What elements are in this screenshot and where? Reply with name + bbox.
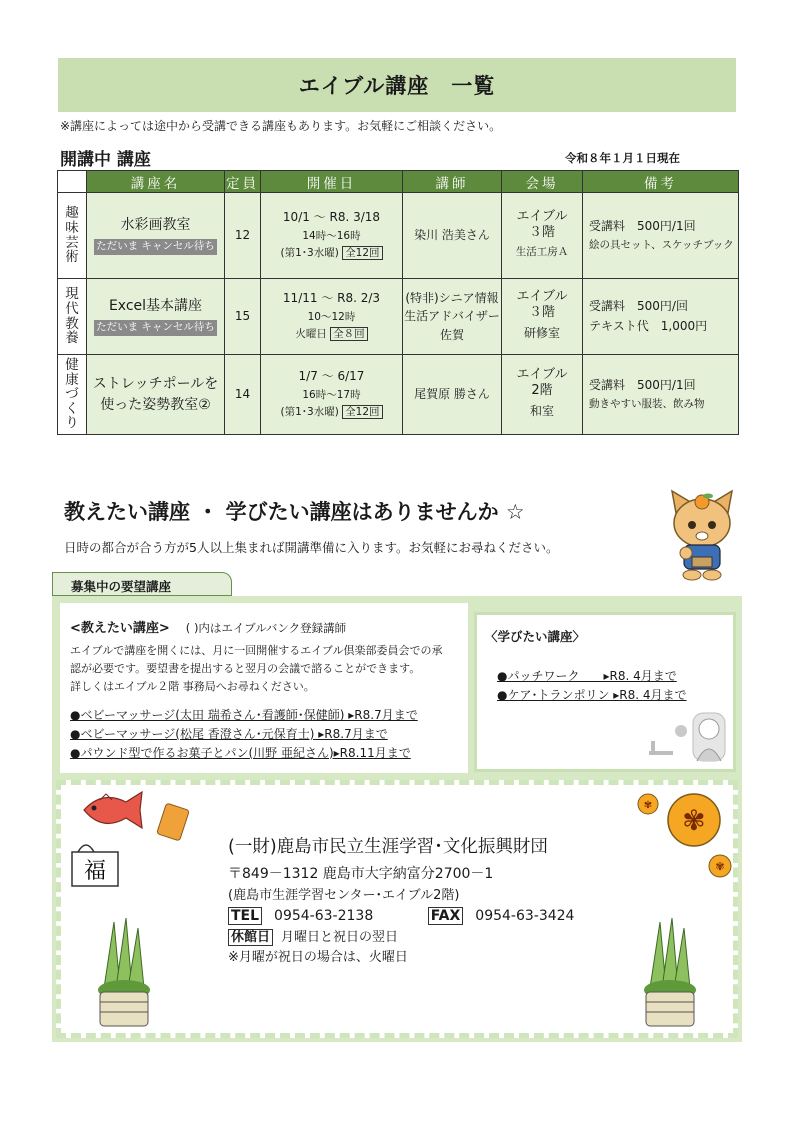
category-cell <box>58 355 87 435</box>
course-name-line2: 使った姿勢教室② <box>100 396 211 413</box>
schedule-day: (第1･3水曜) <box>280 406 339 419</box>
instructor-name: 尾賀原 勝さん <box>414 386 490 401</box>
notes-cell <box>583 193 739 279</box>
schedule-day: 火曜日 <box>295 328 327 341</box>
status-badge: ただいま キャンセル待ち <box>94 320 217 336</box>
venue-building: エイブル <box>516 289 568 304</box>
session-count: 全８回 <box>330 327 368 341</box>
instructor-line: 佐賀 <box>439 327 464 342</box>
fee-note: 受講料 500円/1回 <box>589 218 696 233</box>
mascot-illustration <box>662 487 742 583</box>
list-item: ●ケア･トランポリン ▸R8. 4月まで <box>497 688 687 703</box>
course-table <box>57 170 739 435</box>
header-cell: 講師 <box>403 171 502 193</box>
category-cell <box>58 279 87 355</box>
venue-cell <box>502 279 583 355</box>
table-row <box>58 279 739 355</box>
table-row <box>58 193 739 279</box>
schedule-cell <box>261 355 403 435</box>
header-cell: 会場 <box>502 171 583 193</box>
venue-floor: ３階 <box>528 304 555 320</box>
instructor-line: (特非)シニア情報 <box>405 290 499 305</box>
course-name-cell <box>87 193 225 279</box>
org-name: (一財)鹿島市民立生涯学習･文化振興財団 <box>228 837 548 857</box>
teach-title-note: ( )内はエイブルバンク登録講師 <box>185 621 347 635</box>
schedule-dates: 10/1 ～ R8. 3/18 <box>282 210 381 225</box>
closed-days: 月曜日と祝日の翌日 <box>281 929 399 945</box>
notes-cell <box>583 279 739 355</box>
course-name: ストレッチポールを <box>92 376 219 393</box>
schedule-dates: 11/11 ～ R8. 2/3 <box>282 291 381 306</box>
teach-desc: 詳しくはエイブル２階 事務局へお尋ねください。 <box>70 680 315 694</box>
org-building: (鹿島市生涯学習センター･エイブル2階) <box>228 887 460 903</box>
venue-building: エイブル <box>516 367 568 382</box>
section-title: 開講中 講座 <box>60 150 151 170</box>
course-name-cell <box>87 279 225 355</box>
header-cell: 講座名 <box>87 171 225 193</box>
table-header-row <box>58 171 739 193</box>
teach-list <box>70 706 458 762</box>
venue-floor: ３階 <box>528 224 555 240</box>
category-cell <box>58 193 87 279</box>
trampoline-illustration <box>645 711 731 765</box>
header-blank <box>58 171 87 193</box>
list-item: ●パウンド型で作るお菓子とパン(川野 亜紀さん)▸R8.11月まで <box>70 745 411 760</box>
teach-desc: 認が必要です。要望書を提出すると翌月の会議で諮ることができます。 <box>70 662 421 676</box>
closed-label: 休館日 <box>228 929 273 946</box>
schedule-time: 14時～16時 <box>302 230 361 243</box>
learn-box <box>474 612 736 772</box>
schedule-cell <box>261 193 403 279</box>
teach-title: <教えたい講座> <box>70 621 170 636</box>
venue-building: エイブル <box>516 209 568 225</box>
tel-number: 0954-63-2138 <box>274 907 374 924</box>
instructor-cell <box>403 193 502 279</box>
schedule-cell <box>261 279 403 355</box>
status-badge: ただいま キャンセル待ち <box>94 239 217 255</box>
fax-label: FAX <box>428 907 464 925</box>
item-note: テキスト代 1,000円 <box>589 318 708 333</box>
lucky-bag-icon <box>68 838 126 890</box>
list-item: ●パッチワーク ▸R8. 4月まで <box>497 669 677 683</box>
venue-room: 生活工房Ａ <box>515 246 569 259</box>
notes-cell <box>583 355 739 435</box>
session-count: 全12回 <box>342 405 382 419</box>
closed-note: ※月曜が祝日の場合は、火曜日 <box>228 949 408 965</box>
schedule-dates: 1/7 ～ 6/17 <box>298 369 365 384</box>
header-cell: 開催日 <box>261 171 403 193</box>
title-band <box>58 58 736 112</box>
venue-floor: 2階 <box>531 382 553 398</box>
instructor-cell <box>403 279 502 355</box>
list-item: ●ベビーマッサージ(松尾 香澄さん･元保育士) ▸R8.7月まで <box>70 727 388 742</box>
venue-cell <box>502 355 583 435</box>
instructor-cell <box>403 355 502 435</box>
venue-room: 研修室 <box>523 326 560 341</box>
lucky-bag-character: 福 <box>83 859 107 884</box>
venue-room: 和室 <box>529 404 554 419</box>
schedule-time: 16時～17時 <box>302 389 361 402</box>
learn-list <box>485 667 725 705</box>
kadomatsu-right-icon <box>640 918 700 1030</box>
requests-subtext: 日時の都合が合う方が5人以上集まれば開講準備に入ります。お気軽にお尋ねください。 <box>64 540 559 555</box>
amulet-icon <box>155 802 191 842</box>
course-name-cell <box>87 355 225 435</box>
kadomatsu-left-icon <box>94 918 154 1030</box>
capacity-cell: 14 <box>225 355 261 435</box>
page-title: エイブル講座 一覧 <box>298 74 496 98</box>
organization-info <box>228 833 574 968</box>
course-name: Excel基本講座 <box>108 298 203 315</box>
fee-note: 受講料 500円/1回 <box>589 377 696 392</box>
course-name: 水彩画教室 <box>120 217 191 234</box>
category-label: 趣 味 芸 術 <box>65 205 79 266</box>
plum-blossom-icon <box>636 786 734 882</box>
instructor-line: 生活アドバイザー <box>404 309 500 324</box>
category-label: 現 代 教 養 <box>65 286 79 347</box>
teach-box <box>60 603 468 773</box>
learn-title: 〈学びたい講座〉 <box>485 629 586 644</box>
schedule-day: (第1･3水曜) <box>280 247 339 260</box>
fax-number: 0954-63-3424 <box>475 907 575 924</box>
as-of-date: 令和８年１月１日現在 <box>565 151 680 165</box>
page-note: ※講座によっては途中から受講できる講座もあります。お気軽にご相談ください。 <box>60 119 502 133</box>
teach-desc: エイブルで講座を開くには、月に一回開催するエイブル倶楽部委員会での承 <box>70 644 443 657</box>
capacity-cell: 12 <box>225 193 261 279</box>
instructor-name: 染川 浩美さん <box>414 227 490 242</box>
schedule-time: 10～12時 <box>307 311 356 324</box>
sea-bream-icon <box>80 788 150 834</box>
capacity-cell: 15 <box>225 279 261 355</box>
org-address: 〒849－1312 鹿島市大字納富分2700－1 <box>228 866 494 882</box>
requests-heading: 教えたい講座 ・ 学びたい講座はありませんか ☆ <box>64 500 525 524</box>
table-row <box>58 355 739 435</box>
category-label: 健 康 づ く り <box>65 357 79 432</box>
venue-cell <box>502 193 583 279</box>
recruiting-tab: 募集中の要望講座 <box>52 572 232 596</box>
svg-text:✾: ✾ <box>643 800 653 811</box>
list-item: ●ベビーマッサージ(太田 瑞希さん･看護師･保健師) ▸R8.7月まで <box>70 708 418 723</box>
session-count: 全12回 <box>342 246 382 260</box>
fee-note: 受講料 500円/回 <box>589 298 688 313</box>
item-note: 絵の具セット、スケッチブック <box>589 238 734 251</box>
svg-text:✾: ✾ <box>715 860 725 873</box>
svg-text:✾: ✾ <box>682 804 706 837</box>
tel-label: TEL <box>228 907 262 925</box>
header-cell: 備考 <box>583 171 739 193</box>
item-note: 動きやすい服装、飲み物 <box>589 397 705 410</box>
header-cell: 定員 <box>225 171 261 193</box>
